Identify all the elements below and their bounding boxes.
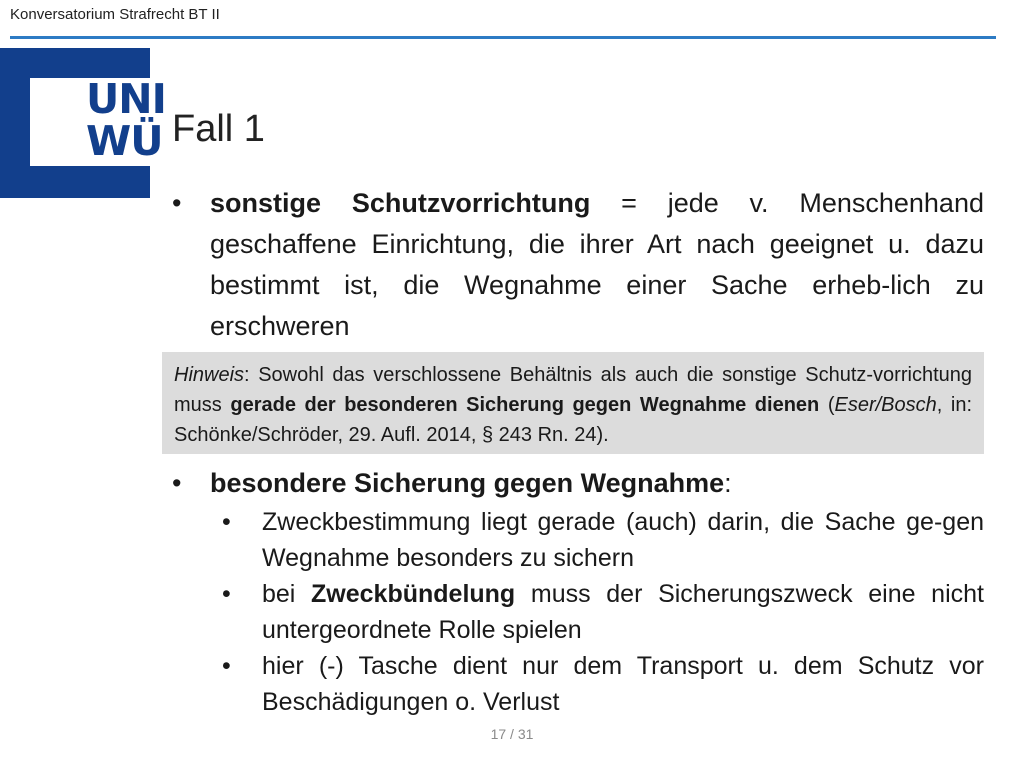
- hint-label: Hinweis: [174, 364, 245, 386]
- page-indicator: 17 / 31: [490, 726, 534, 742]
- logo-wordmark: [86, 75, 166, 165]
- slide-title: Fall 1: [172, 108, 265, 150]
- hint-authors: Eser/Bosch: [834, 394, 937, 416]
- protection-term: besondere Sicherung gegen Wegnahme: [210, 468, 725, 498]
- protection-list: [172, 463, 984, 504]
- sub-item-text: hier (-) Tasche dient nur dem Transport u. dem Schutz vor Beschädigungen o. Verlust: [262, 652, 984, 716]
- sub-item-purpose: [172, 504, 984, 576]
- definition-section: [172, 183, 984, 347]
- logo-line-1: UNI: [86, 75, 166, 123]
- bullet-icon: •: [222, 508, 231, 536]
- sub-item-post: muss der Sicherungszweck eine nicht untergeordnete Rolle spielen: [262, 580, 984, 644]
- bullet-icon: •: [172, 188, 182, 218]
- sub-item-pre: bei: [262, 580, 312, 608]
- sub-item-bold: Zweckbündelung: [311, 580, 516, 608]
- hint-paren: (: [819, 394, 835, 416]
- bullet-icon: •: [222, 652, 231, 680]
- definition-text: = jede v. Menschenhand geschaffene Einrichtung, die ihrer Art nach geeignet u. dazu bestimmt ist, die Wegnahme einer Sache erheb-lich zu erschweren: [210, 188, 984, 341]
- bullet-icon: •: [222, 580, 231, 608]
- protection-suffix: :: [724, 468, 732, 498]
- sub-item-bag: [172, 648, 984, 720]
- hint-box: [162, 352, 984, 454]
- logo-line-2: WÜ: [86, 117, 163, 165]
- definition-item: [172, 183, 984, 347]
- sub-item-text: Zweckbestimmung liegt gerade (auch) darin, die Sache ge-gen Wegnahme besonders zu sichern: [262, 508, 984, 572]
- sub-item-bundling: [172, 576, 984, 648]
- hint-emphasis: gerade der besonderen Sicherung gegen Wegnahme dienen: [230, 394, 820, 416]
- header-divider: [10, 36, 996, 39]
- course-title: Konversatorium Strafrecht BT II: [10, 6, 220, 23]
- protection-item: [172, 463, 984, 504]
- protection-section: [172, 463, 984, 720]
- protection-sublist: [172, 504, 984, 720]
- hint-text: : Sowohl das verschlossene Behältnis als auch die sonstige Schutz-vorrichtung muss: [174, 364, 972, 416]
- hint-citation: , in: Schönke/Schröder, 29. Aufl. 2014, § 243 Rn. 24).: [174, 394, 973, 446]
- definition-list: [172, 183, 984, 347]
- bullet-icon: •: [172, 468, 182, 498]
- definition-term: sonstige Schutzvorrichtung: [210, 188, 591, 218]
